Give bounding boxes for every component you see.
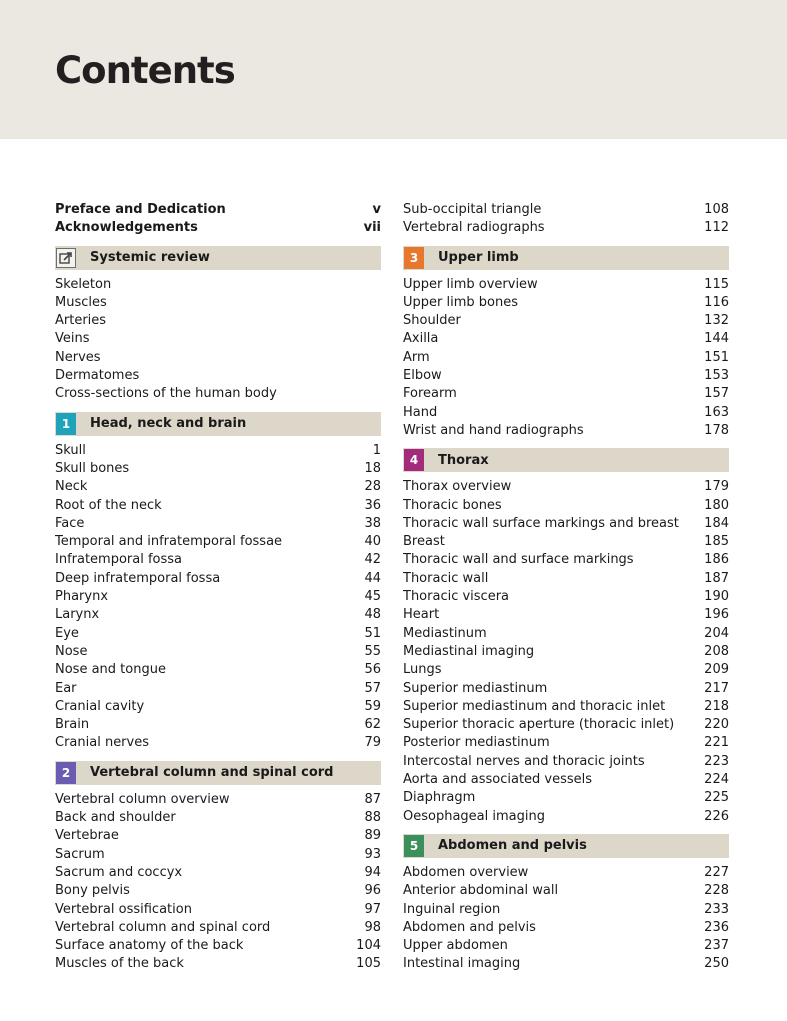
entry-title: Root of the neck	[55, 497, 162, 513]
entry-page: 79	[364, 735, 381, 751]
toc-entry[interactable]	[55, 901, 381, 919]
toc-entry[interactable]	[403, 276, 729, 294]
toc-column-right	[403, 201, 729, 974]
entry-title: Skeleton	[55, 276, 112, 292]
entry-page: 185	[704, 534, 729, 550]
entry-page: 104	[356, 938, 381, 954]
entry-title: Veins	[55, 331, 90, 347]
section-number-badge: 5	[404, 835, 424, 857]
toc-entry[interactable]	[55, 551, 381, 569]
section-number-badge: 3	[404, 247, 424, 269]
section-number-badge: 2	[56, 762, 76, 784]
entry-page: 180	[704, 497, 729, 513]
entry-page: 178	[704, 422, 729, 438]
entry-title: Brain	[55, 717, 90, 733]
toc-entry[interactable]	[403, 882, 729, 900]
entry-title: Pharynx	[55, 589, 109, 605]
front-matter	[55, 201, 381, 238]
entry-title: Oesophageal imaging	[403, 808, 545, 824]
toc-entry[interactable]	[55, 937, 381, 955]
toc-entry[interactable]	[55, 864, 381, 882]
entry-page: 233	[704, 901, 729, 917]
toc-entry[interactable]	[403, 680, 729, 698]
toc-entry[interactable]	[55, 606, 381, 624]
section-header-upper-limb[interactable]	[403, 246, 729, 270]
toc-entry[interactable]	[403, 716, 729, 734]
toc-column-left	[55, 201, 381, 974]
entry-page: 163	[704, 404, 729, 420]
toc-entry[interactable]	[403, 294, 729, 312]
entry-page: 44	[364, 570, 381, 586]
toc-entry[interactable]	[403, 201, 729, 219]
toc-entry[interactable]	[403, 864, 729, 882]
entry-page: 184	[704, 515, 729, 531]
toc-entry[interactable]	[403, 698, 729, 716]
entry-title: Axilla	[403, 331, 439, 347]
toc-entry[interactable]	[403, 404, 729, 422]
entry-title: Arteries	[55, 313, 107, 329]
entry-page: 237	[704, 938, 729, 954]
toc-entry[interactable]	[55, 698, 381, 716]
section-header-abdomen-pelvis[interactable]	[403, 834, 729, 858]
entry-title: Superior mediastinum	[403, 680, 548, 696]
entry-page: 112	[704, 220, 729, 236]
toc-entry[interactable]	[403, 367, 729, 385]
entry-page: 186	[704, 552, 729, 568]
entry-page: 227	[704, 864, 729, 880]
entry-title: Superior mediastinum and thoracic inlet	[403, 698, 666, 714]
toc-entry[interactable]	[403, 478, 729, 496]
entry-title: Vertebrae	[55, 828, 119, 844]
toc-entry[interactable]	[403, 515, 729, 533]
entry-title: Skull bones	[55, 460, 130, 476]
section-label: Abdomen and pelvis	[438, 838, 587, 854]
entry-page: 87	[364, 791, 381, 807]
entry-page: 132	[704, 313, 729, 329]
entry-title: Nose and tongue	[55, 662, 166, 678]
entry-page: 208	[704, 643, 729, 659]
entry-title: Infratemporal fossa	[55, 552, 183, 568]
section-header-vertebral-column[interactable]	[55, 761, 381, 785]
toc-entry[interactable]	[403, 312, 729, 330]
toc-entry[interactable]	[55, 276, 381, 294]
entry-title: Ear	[55, 680, 77, 696]
toc-entry[interactable]	[55, 442, 381, 460]
systemic-review-icon	[56, 248, 76, 268]
toc-entry[interactable]	[55, 349, 381, 367]
entry-page: 144	[704, 331, 729, 347]
entry-title: Bony pelvis	[55, 883, 130, 899]
entry-title: Skull	[55, 442, 86, 458]
entry-page: 223	[704, 753, 729, 769]
entry-title: Vertebral column overview	[55, 791, 230, 807]
entry-title: Inguinal region	[403, 901, 501, 917]
toc-entry[interactable]	[55, 312, 381, 330]
entry-title: Lungs	[403, 662, 442, 678]
entry-page: 217	[704, 680, 729, 696]
entry-title: Larynx	[55, 607, 100, 623]
entry-title: Upper limb bones	[403, 294, 518, 310]
toc-entry[interactable]	[55, 330, 381, 348]
toc-entry[interactable]	[55, 367, 381, 385]
toc-entry[interactable]	[403, 625, 729, 643]
toc-entry[interactable]	[403, 901, 729, 919]
toc-entry[interactable]	[403, 771, 729, 789]
entry-page: 38	[364, 515, 381, 531]
entry-title: Upper abdomen	[403, 938, 508, 954]
page-title: Contents	[55, 49, 235, 92]
toc-entry[interactable]	[403, 661, 729, 679]
toc-entry[interactable]	[55, 734, 381, 752]
entry-title: Vertebral ossification	[55, 901, 192, 917]
section-header-thorax[interactable]	[403, 448, 729, 472]
entry-title: Preface and Dedication	[55, 202, 226, 217]
toc-entry[interactable]	[403, 808, 729, 826]
toc-entry[interactable]	[55, 478, 381, 496]
entry-title: Vertebral column and spinal cord	[55, 919, 271, 935]
entry-title: Temporal and infratemporal fossae	[55, 534, 283, 550]
entry-title: Superior thoracic aperture (thoracic inlet)	[403, 717, 675, 733]
entry-title: Intestinal imaging	[403, 956, 521, 972]
entry-title: Abdomen and pelvis	[403, 919, 536, 935]
section-label: Upper limb	[438, 250, 519, 266]
toc-entry[interactable]	[55, 643, 381, 661]
section-header-systemic-review[interactable]	[55, 246, 381, 270]
entry-page: v	[372, 202, 381, 217]
toc-entry[interactable]	[55, 716, 381, 734]
toc-list	[403, 201, 729, 238]
toc-entry[interactable]	[403, 570, 729, 588]
entry-title: Thoracic viscera	[403, 589, 510, 605]
toc-entry[interactable]	[55, 680, 381, 698]
entry-page: vii	[363, 220, 381, 236]
entry-page: 108	[704, 202, 729, 217]
toc-entry[interactable]	[403, 219, 729, 237]
toc-entry[interactable]	[403, 643, 729, 661]
entry-page: 190	[704, 589, 729, 605]
toc-entry[interactable]	[403, 349, 729, 367]
entry-page: 48	[364, 607, 381, 623]
entry-title: Surface anatomy of the back	[55, 938, 244, 954]
entry-title: Sacrum	[55, 846, 105, 862]
entry-page: 28	[364, 479, 381, 495]
entry-page: 42	[364, 552, 381, 568]
entry-page: 51	[364, 625, 381, 641]
entry-title: Abdomen overview	[403, 864, 529, 880]
toc-entry[interactable]	[403, 330, 729, 348]
entry-title: Forearm	[403, 386, 457, 402]
entry-page: 228	[704, 883, 729, 899]
entry-page: 187	[704, 570, 729, 586]
entry-title: Hand	[403, 404, 438, 420]
toc-list	[55, 791, 381, 974]
entry-title: Mediastinum	[403, 625, 487, 641]
entry-page: 93	[364, 846, 381, 862]
toc-entry[interactable]	[55, 846, 381, 864]
entry-title: Sub-occipital triangle	[403, 202, 542, 217]
entry-title: Shoulder	[403, 313, 461, 329]
toc-entry[interactable]	[55, 955, 381, 973]
entry-title: Wrist and hand radiographs	[403, 422, 584, 438]
entry-title: Muscles	[55, 294, 107, 310]
entry-title: Arm	[403, 349, 430, 365]
toc-entry[interactable]	[55, 588, 381, 606]
toc-list	[403, 864, 729, 974]
entry-page: 105	[356, 956, 381, 972]
entry-title: Breast	[403, 534, 445, 550]
entry-page: 250	[704, 956, 729, 972]
entry-title: Posterior mediastinum	[403, 735, 550, 751]
entry-page: 157	[704, 386, 729, 402]
entry-title: Eye	[55, 625, 79, 641]
entry-page: 88	[364, 810, 381, 826]
toc-entry[interactable]	[403, 753, 729, 771]
entry-page: 179	[704, 479, 729, 495]
entry-title: Mediastinal imaging	[403, 643, 535, 659]
toc-entry[interactable]	[55, 570, 381, 588]
toc-entry[interactable]	[55, 460, 381, 478]
entry-page: 96	[364, 883, 381, 899]
toc-entry[interactable]	[55, 385, 381, 403]
entry-page: 94	[364, 864, 381, 880]
entry-title: Sacrum and coccyx	[55, 864, 183, 880]
entry-page: 57	[364, 680, 381, 696]
entry-title: Thoracic wall	[403, 570, 489, 586]
toc-list	[55, 442, 381, 753]
entry-page: 218	[704, 698, 729, 714]
toc-entry[interactable]	[403, 533, 729, 551]
toc-entry[interactable]	[55, 533, 381, 551]
entry-page: 153	[704, 368, 729, 384]
entry-page: 204	[704, 625, 729, 641]
entry-title: Neck	[55, 479, 88, 495]
entry-page: 116	[704, 294, 729, 310]
entry-page: 196	[704, 607, 729, 623]
section-header-head-neck-brain[interactable]	[55, 412, 381, 436]
toc-entry[interactable]	[403, 551, 729, 569]
entry-title: Vertebral radiographs	[403, 220, 545, 236]
section-label: Thorax	[438, 452, 489, 468]
entry-title: Heart	[403, 607, 440, 623]
entry-title: Deep infratemporal fossa	[55, 570, 221, 586]
entry-title: Upper limb overview	[403, 276, 538, 292]
toc-entry[interactable]	[403, 497, 729, 515]
entry-title: Diaphragm	[403, 790, 476, 806]
toc-entry[interactable]	[403, 937, 729, 955]
entry-title: Intercostal nerves and thoracic joints	[403, 753, 645, 769]
entry-title: Elbow	[403, 368, 442, 384]
entry-page: 89	[364, 828, 381, 844]
entry-title: Nose	[55, 643, 88, 659]
entry-page: 40	[364, 534, 381, 550]
entry-page: 98	[364, 919, 381, 935]
entry-title: Dermatomes	[55, 368, 140, 384]
entry-page: 18	[364, 460, 381, 476]
toc-list	[403, 478, 729, 826]
toc-entry[interactable]	[55, 791, 381, 809]
toc-entry[interactable]	[403, 606, 729, 624]
toc-list	[55, 276, 381, 404]
entry-page: 36	[364, 497, 381, 513]
toc-entry[interactable]	[55, 625, 381, 643]
entry-page: 55	[364, 643, 381, 659]
toc-entry[interactable]	[403, 385, 729, 403]
systemic-review-icon-graphic	[59, 251, 73, 265]
toc-entry[interactable]	[55, 661, 381, 679]
entry-page: 225	[704, 790, 729, 806]
entry-page: 1	[372, 442, 381, 458]
toc-entry[interactable]	[403, 422, 729, 440]
toc-entry[interactable]	[55, 515, 381, 533]
entry-title: Aorta and associated vessels	[403, 772, 593, 788]
section-label: Head, neck and brain	[90, 416, 247, 432]
toc-list	[403, 276, 729, 441]
entry-page: 62	[364, 717, 381, 733]
entry-title: Thoracic wall surface markings and breast	[403, 515, 679, 531]
entry-title: Nerves	[55, 349, 101, 365]
entry-page: 151	[704, 349, 729, 365]
entry-page: 59	[364, 698, 381, 714]
section-number-badge: 4	[404, 449, 424, 471]
toc-entry[interactable]	[403, 919, 729, 937]
entry-title: Back and shoulder	[55, 810, 176, 826]
entry-page: 221	[704, 735, 729, 751]
entry-page: 209	[704, 662, 729, 678]
toc-entry[interactable]	[55, 919, 381, 937]
section-number-badge: 1	[56, 413, 76, 435]
entry-title: Cranial nerves	[55, 735, 149, 751]
entry-title: Thoracic bones	[403, 497, 502, 513]
toc-entry[interactable]	[403, 734, 729, 752]
entry-page: 97	[364, 901, 381, 917]
section-label: Vertebral column and spinal cord	[90, 765, 334, 781]
entry-page: 224	[704, 772, 729, 788]
entry-page: 226	[704, 808, 729, 824]
toc-entry[interactable]	[55, 827, 381, 845]
toc-entry[interactable]	[403, 789, 729, 807]
section-label: Systemic review	[90, 250, 210, 266]
toc-entry[interactable]	[403, 955, 729, 973]
toc-entry[interactable]	[55, 294, 381, 312]
entry-title: Thorax overview	[403, 479, 512, 495]
entry-page: 56	[364, 662, 381, 678]
toc-entry[interactable]	[55, 497, 381, 515]
entry-title: Cranial cavity	[55, 698, 145, 714]
entry-page: 220	[704, 717, 729, 733]
toc-entry[interactable]	[55, 882, 381, 900]
entry-title: Muscles of the back	[55, 956, 184, 972]
entry-title: Face	[55, 515, 85, 531]
entry-title: Acknowledgements	[55, 220, 198, 236]
entry-title: Anterior abdominal wall	[403, 883, 559, 899]
entry-page: 45	[364, 589, 381, 605]
toc-entry[interactable]	[55, 201, 381, 219]
toc-entry[interactable]	[403, 588, 729, 606]
toc-entry[interactable]	[55, 219, 381, 237]
entry-page: 236	[704, 919, 729, 935]
entry-page: 115	[704, 276, 729, 292]
toc-entry[interactable]	[55, 809, 381, 827]
entry-title: Cross-sections of the human body	[55, 386, 277, 402]
entry-title: Thoracic wall and surface markings	[403, 552, 634, 568]
